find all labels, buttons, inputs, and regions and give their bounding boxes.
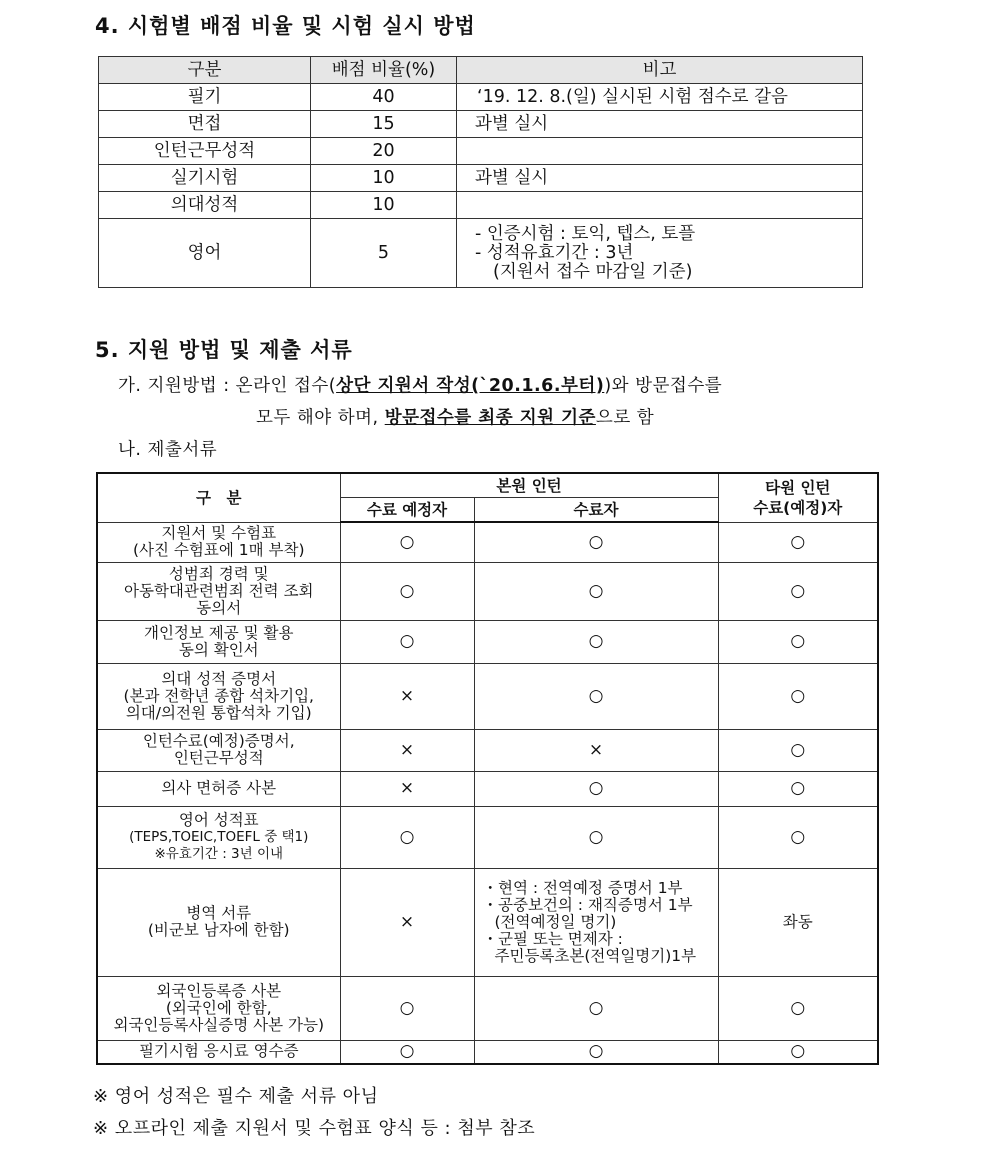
header-completed: 수료자 <box>474 498 718 523</box>
row-ratio: 10 <box>311 165 457 192</box>
label-line: 아동학대관련범죄 전력 조회 <box>123 581 314 600</box>
cell-completed: × <box>474 729 718 771</box>
table-row <box>99 192 863 219</box>
apply-method-prefix: 가. 지원방법 : 온라인 접수( <box>118 376 337 396</box>
cell-other: ○ <box>718 620 878 663</box>
cell-completed: ○ <box>474 522 718 562</box>
cell-completed: ○ <box>474 1040 718 1064</box>
cell-other: ○ <box>718 729 878 771</box>
label-line: 필기시험 응시료 영수증 <box>138 1042 299 1061</box>
row-name: 실기시험 <box>99 165 311 192</box>
footnote: ※ 오프라인 제출 지원서 및 수험표 양식 등 : 첨부 참조 <box>93 1118 536 1139</box>
label-line: 인턴근무성적 <box>173 749 264 767</box>
header-tawon <box>718 473 878 522</box>
apply-method-emph: 상단 지원서 작성(`20.1.6.부터) <box>336 376 605 396</box>
table-row <box>99 138 863 165</box>
table-row <box>97 976 878 1040</box>
documents-heading: 나. 제출서류 <box>118 440 218 460</box>
label-line: (외국인에 한함, <box>165 998 272 1017</box>
cell-expected: × <box>340 771 474 806</box>
row-label <box>97 522 340 562</box>
cell-expected: ○ <box>340 806 474 868</box>
table-row <box>97 522 878 562</box>
cell-expected: ○ <box>340 562 474 620</box>
row-ratio: 5 <box>311 219 457 288</box>
documents-table <box>96 472 879 1065</box>
cell-other: ○ <box>718 806 878 868</box>
cell-other: ○ <box>718 976 878 1040</box>
table-row <box>99 111 863 138</box>
cell-other: ○ <box>718 562 878 620</box>
row-name: 필기 <box>99 84 311 111</box>
header-gubun: 구분 <box>99 57 311 84</box>
list-item: (전역예정일 명기) <box>494 912 617 931</box>
cell-other: ○ <box>718 771 878 806</box>
label-line: (사진 수험표에 1매 부착) <box>133 541 305 559</box>
label-line: 병역 서류 <box>186 904 252 922</box>
label-line: (TEPS,TOEIC,TOEFL 중 택1) <box>129 828 309 845</box>
row-name: 면접 <box>99 111 311 138</box>
row-ratio: 40 <box>311 84 457 111</box>
note-line: - 인증시험 : 토익, 텝스, 토플 <box>475 223 696 244</box>
table-row <box>99 165 863 192</box>
header-tawon-line: 타원 인턴 <box>765 478 831 497</box>
header-bonwon: 본원 인턴 <box>340 473 718 498</box>
label-line: 개인정보 제공 및 활용 <box>143 623 294 642</box>
cell-expected: ○ <box>340 976 474 1040</box>
table-row <box>99 219 863 288</box>
section5-title: 5. 지원 방법 및 제출 서류 <box>95 338 353 362</box>
row-note <box>457 138 863 165</box>
apply-method-suffix: )와 방문접수를 <box>604 376 723 396</box>
table-row <box>97 806 878 868</box>
row-label <box>97 1040 340 1064</box>
table-header-row <box>99 57 863 84</box>
row-note <box>457 192 863 219</box>
cell-expected: × <box>340 868 474 976</box>
cell-completed: ○ <box>474 976 718 1040</box>
apply-method-line2 <box>256 404 654 429</box>
label-line: 외국인등록사실증명 사본 가능) <box>113 1015 325 1034</box>
table-row <box>97 663 878 729</box>
cell-other: 좌동 <box>718 868 878 976</box>
list-item: ・공중보건의 : 재직증명서 1부 <box>482 895 693 914</box>
label-line: 영어 성적표 <box>178 810 259 829</box>
apply-method2-emph: 방문접수를 최종 지원 기준 <box>384 408 596 428</box>
header-tawon-line: 수료(예정)자 <box>753 498 843 517</box>
cell-expected: ○ <box>340 1040 474 1064</box>
row-label <box>97 729 340 771</box>
apply-method2-prefix: 모두 해야 하며, <box>256 408 385 428</box>
cell-expected: ○ <box>340 522 474 562</box>
cell-completed: ○ <box>474 771 718 806</box>
note-line: (지원서 접수 마감일 기준) <box>493 261 693 282</box>
label-line: 동의 확인서 <box>178 640 259 659</box>
score-ratio-table <box>98 56 863 288</box>
cell-completed: ○ <box>474 562 718 620</box>
row-note: 과별 실시 <box>457 111 863 138</box>
cell-other: ○ <box>718 1040 878 1064</box>
row-name: 인턴근무성적 <box>99 138 311 165</box>
row-note <box>457 219 863 288</box>
row-ratio: 10 <box>311 192 457 219</box>
label-line: 성범죄 경력 및 <box>168 564 269 583</box>
table-row <box>97 729 878 771</box>
row-label <box>97 868 340 976</box>
label-line: 동의서 <box>196 598 242 617</box>
cell-expected: × <box>340 729 474 771</box>
note-line: - 성적유효기간 : 3년 <box>475 242 634 263</box>
footnote: ※ 영어 성적은 필수 제출 서류 아님 <box>93 1086 379 1107</box>
label-line: ※유효기간 : 3년 이내 <box>154 845 284 862</box>
label-line: (비군보 남자에 한함) <box>147 921 290 939</box>
header-note: 비고 <box>457 57 863 84</box>
label-line: 의대 성적 증명서 <box>161 669 277 688</box>
apply-method-line1 <box>118 372 722 397</box>
label-line: 의대/의전원 통합석차 기입) <box>125 703 312 722</box>
table-row <box>99 84 863 111</box>
cell-completed: ○ <box>474 620 718 663</box>
table-row <box>97 620 878 663</box>
header-ratio: 배점 비율(%) <box>311 57 457 84</box>
table-row <box>97 771 878 806</box>
cell-expected: × <box>340 663 474 729</box>
row-ratio: 20 <box>311 138 457 165</box>
table-row <box>97 868 878 976</box>
row-ratio: 15 <box>311 111 457 138</box>
row-note: ‘19. 12. 8.(일) 실시된 시험 점수로 갈음 <box>457 84 863 111</box>
table-row <box>97 562 878 620</box>
cell-completed-list <box>474 868 718 976</box>
list-item: ・현역 : 전역예정 증명서 1부 <box>482 878 683 897</box>
table-header-row <box>97 473 878 498</box>
label-line: 의사 면허증 사본 <box>161 779 277 797</box>
cell-other: ○ <box>718 522 878 562</box>
row-label <box>97 562 340 620</box>
label-line: 지원서 및 수험표 <box>161 524 277 542</box>
list-item: ・군필 또는 면제자 : <box>482 929 623 948</box>
cell-completed: ○ <box>474 663 718 729</box>
row-label <box>97 663 340 729</box>
header-expected: 수료 예정자 <box>340 498 474 523</box>
cell-expected: ○ <box>340 620 474 663</box>
row-note: 과별 실시 <box>457 165 863 192</box>
cell-other: ○ <box>718 663 878 729</box>
row-label <box>97 620 340 663</box>
apply-method2-suffix: 으로 함 <box>595 408 655 428</box>
label-line: 외국인등록증 사본 <box>156 981 282 1000</box>
cell-completed: ○ <box>474 806 718 868</box>
label-line: 인턴수료(예정)증명서, <box>142 732 295 750</box>
row-label <box>97 976 340 1040</box>
row-name: 영어 <box>99 219 311 288</box>
section4-title: 4. 시험별 배점 비율 및 시험 실시 방법 <box>95 14 476 38</box>
row-name: 의대성적 <box>99 192 311 219</box>
list-item: 주민등록초본(전역일명기)1부 <box>494 946 697 965</box>
label-line: (본과 전학년 종합 석차기입, <box>123 686 314 705</box>
table-row <box>97 1040 878 1064</box>
header-gubun: 구 분 <box>97 473 340 522</box>
row-label <box>97 771 340 806</box>
row-label <box>97 806 340 868</box>
